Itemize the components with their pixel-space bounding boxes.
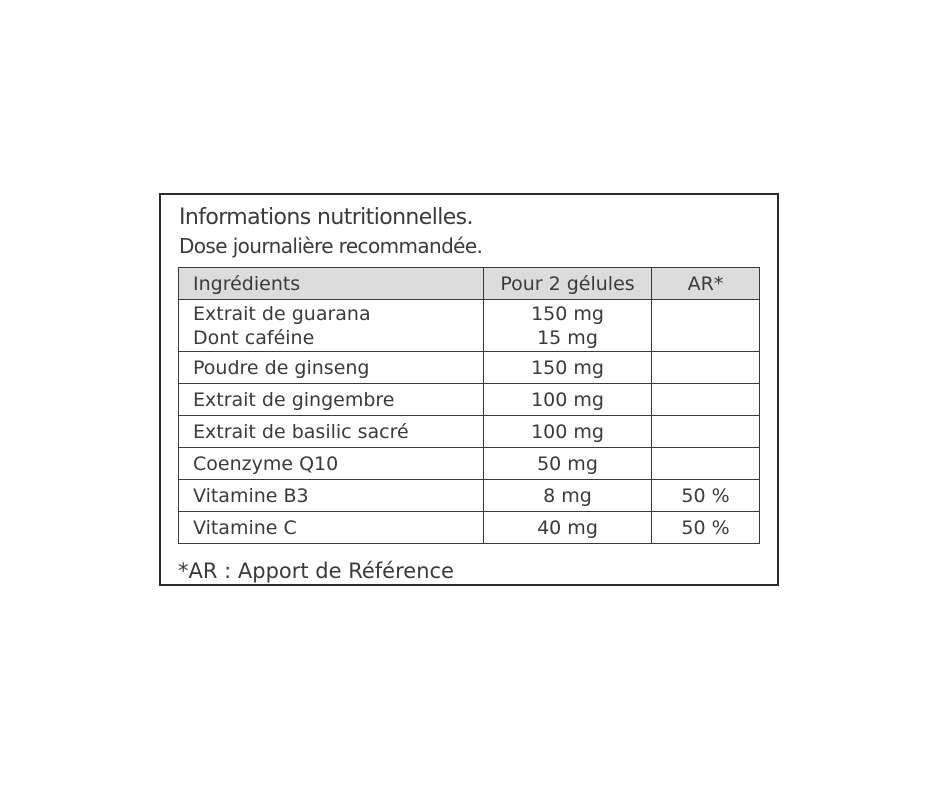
amount-value: 15 mg bbox=[537, 326, 598, 349]
column-header-ingredients: Ingrédients bbox=[179, 268, 484, 300]
amount-cell: 8 mg bbox=[484, 480, 652, 512]
amount-cell: 100 mg bbox=[484, 384, 652, 416]
ingredient-cell: Poudre de ginseng bbox=[179, 352, 484, 384]
amount-cell: 150 mg bbox=[484, 352, 652, 384]
ingredient-name: Dont caféine bbox=[193, 326, 315, 349]
ingredient-cell bbox=[179, 300, 484, 352]
ar-cell: 50 % bbox=[652, 480, 760, 512]
ingredient-cell: Coenzyme Q10 bbox=[179, 448, 484, 480]
amount-cell: 100 mg bbox=[484, 416, 652, 448]
amount-cell: 50 mg bbox=[484, 448, 652, 480]
amount-value: 150 mg bbox=[531, 302, 604, 325]
panel-subtitle: Dose journalière recommandée. bbox=[179, 234, 483, 258]
ingredient-cell: Vitamine B3 bbox=[179, 480, 484, 512]
nutrition-table bbox=[178, 267, 760, 544]
ingredient-name: Extrait de guarana bbox=[193, 302, 371, 325]
ingredient-cell: Extrait de gingembre bbox=[179, 384, 484, 416]
ar-cell bbox=[652, 384, 760, 416]
footnote: *AR : Apport de Référence bbox=[178, 559, 454, 583]
table-row bbox=[179, 352, 760, 384]
ar-cell bbox=[652, 352, 760, 384]
nutrition-info-panel bbox=[159, 193, 779, 586]
table-row bbox=[179, 416, 760, 448]
ar-cell bbox=[652, 300, 760, 352]
table-row bbox=[179, 448, 760, 480]
table-row bbox=[179, 300, 760, 352]
ar-cell bbox=[652, 448, 760, 480]
ingredient-cell: Vitamine C bbox=[179, 512, 484, 544]
panel-title: Informations nutritionnelles. bbox=[179, 205, 473, 230]
ar-cell bbox=[652, 416, 760, 448]
table-row bbox=[179, 480, 760, 512]
ar-cell: 50 % bbox=[652, 512, 760, 544]
table-row bbox=[179, 512, 760, 544]
column-header-amount: Pour 2 gélules bbox=[484, 268, 652, 300]
table-header-row bbox=[179, 268, 760, 300]
column-header-ar: AR* bbox=[652, 268, 760, 300]
amount-cell: 40 mg bbox=[484, 512, 652, 544]
ingredient-cell: Extrait de basilic sacré bbox=[179, 416, 484, 448]
table-row bbox=[179, 384, 760, 416]
amount-cell bbox=[484, 300, 652, 352]
